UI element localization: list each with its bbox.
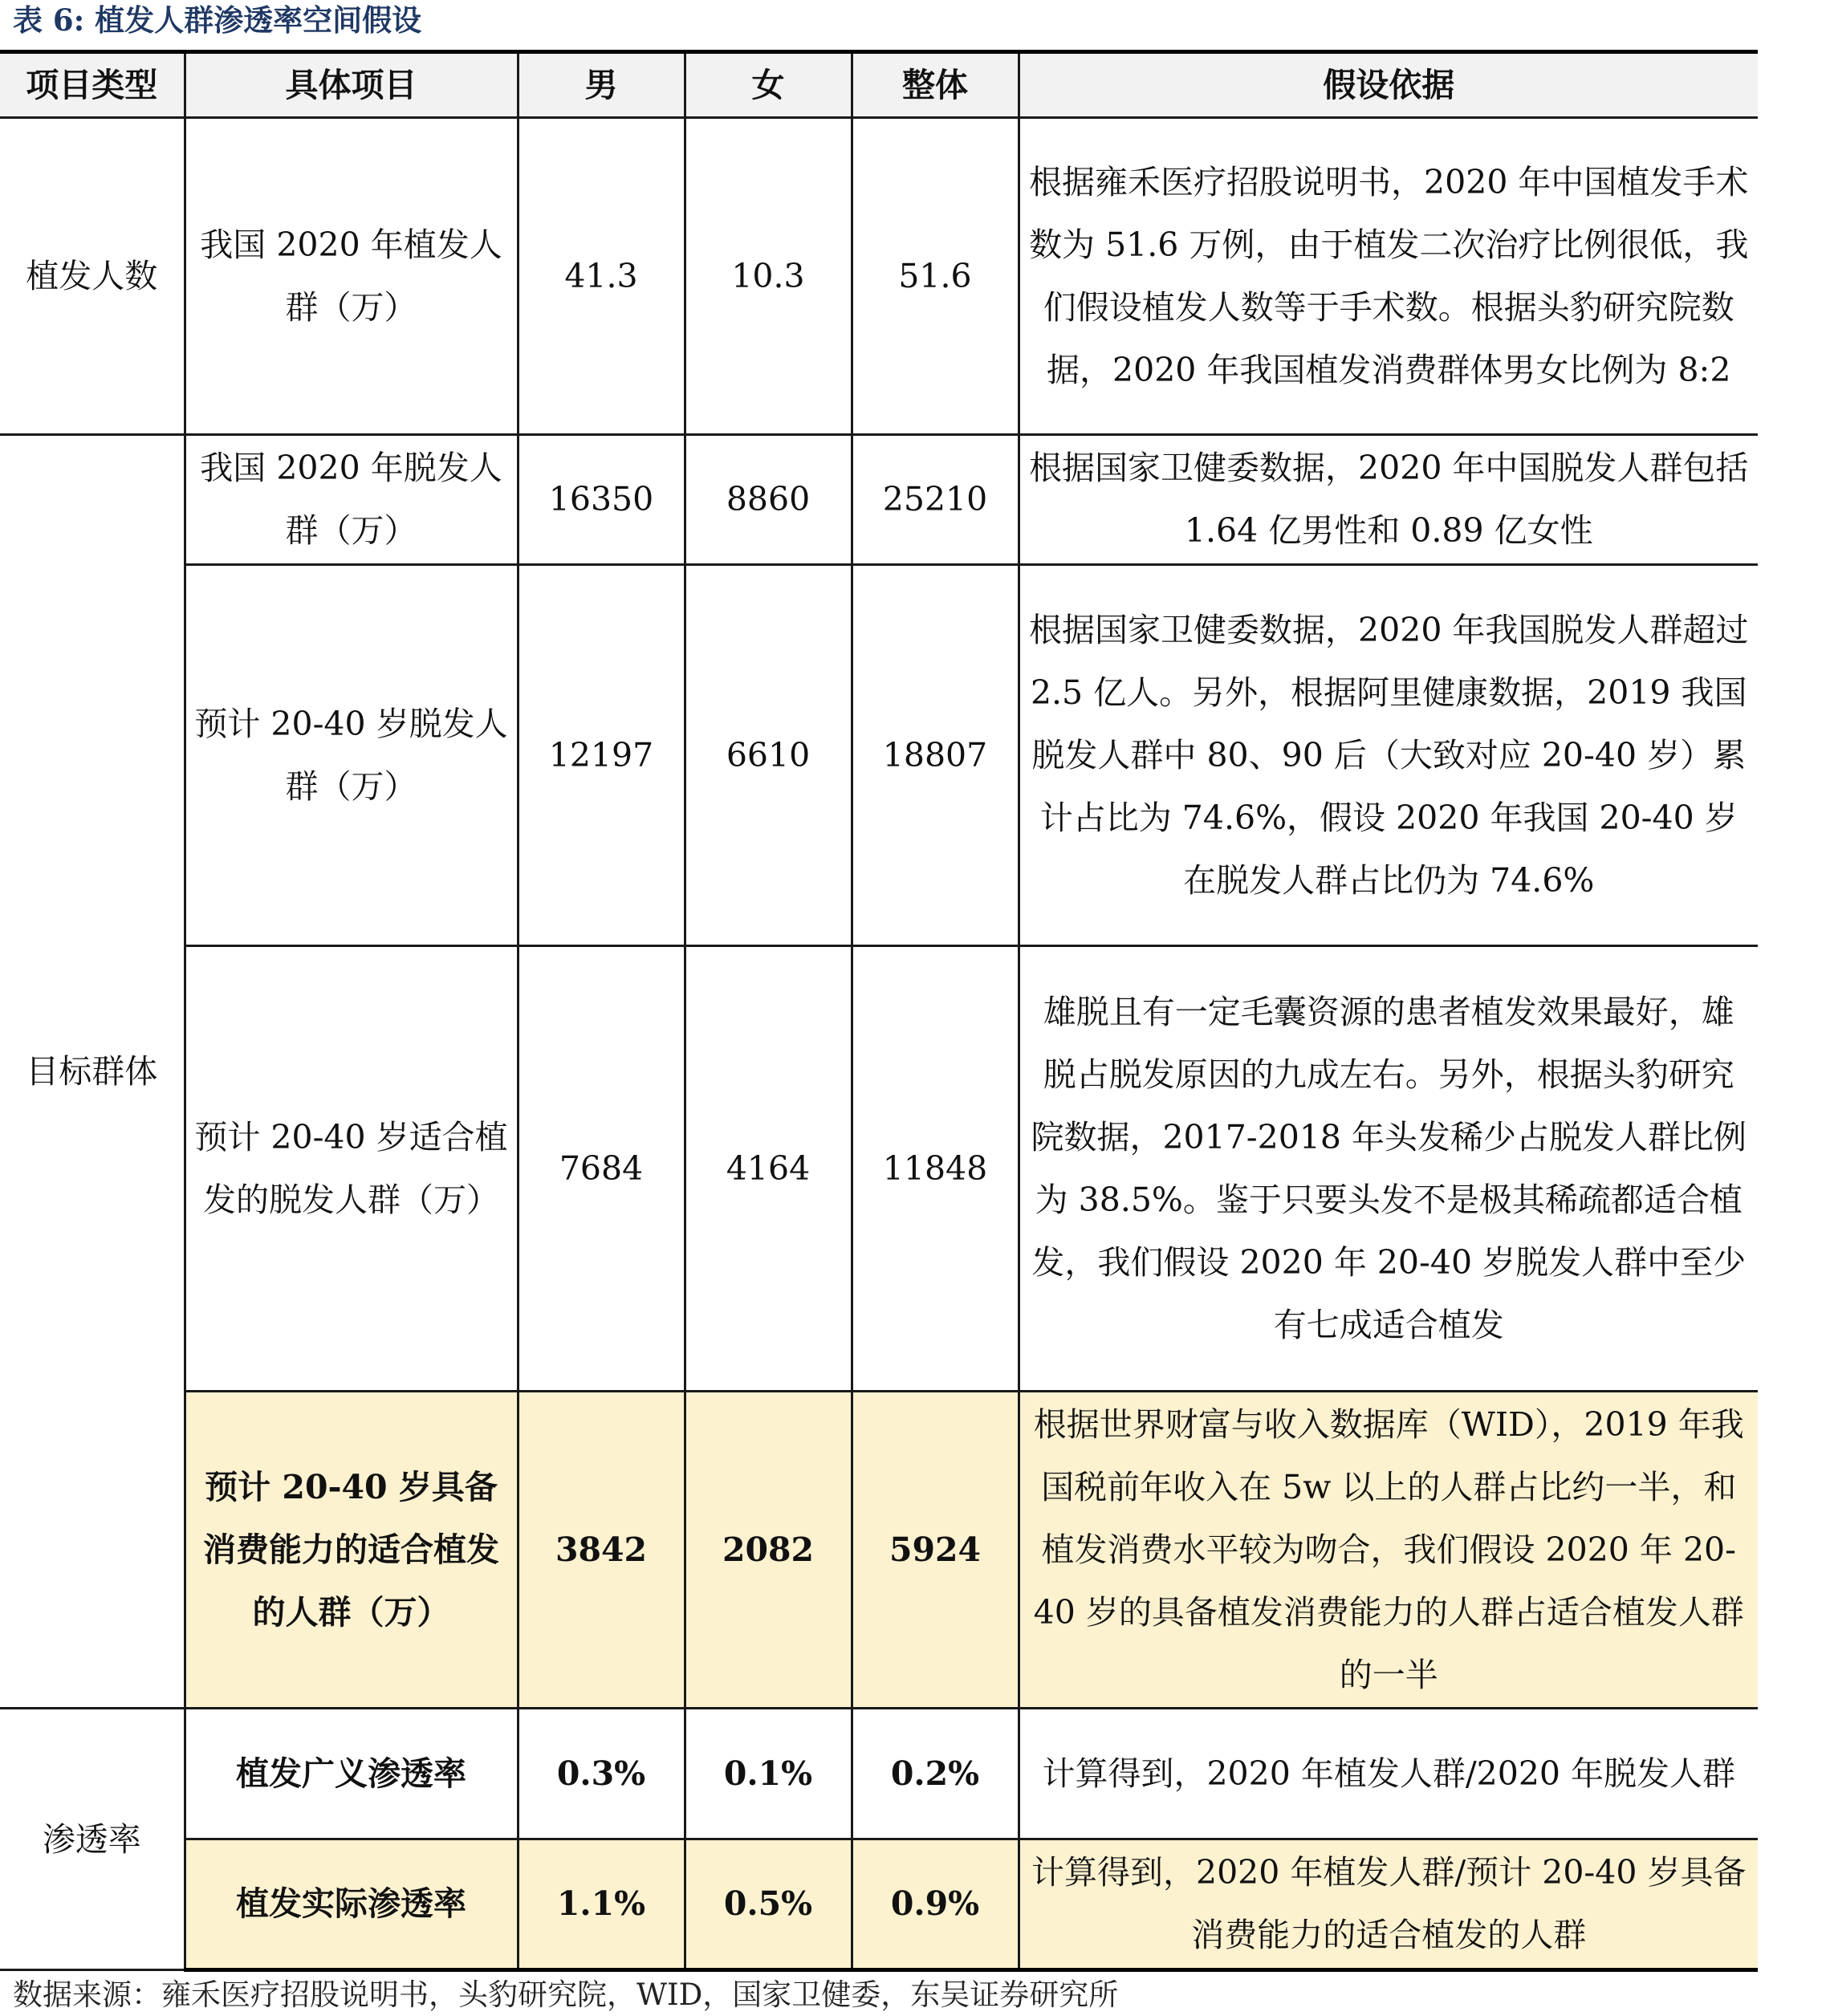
table-row [0, 565, 1758, 946]
table-row [0, 1709, 1758, 1839]
total-cell: 25210 [852, 434, 1019, 564]
total-cell: 51.6 [852, 118, 1019, 435]
item-cell: 我国 2020 年脱发人群（万） [185, 434, 518, 564]
data-source-note: 数据来源：雍禾医疗招股说明书，头豹研究院，WID，国家卫健委，东吴证券研究所 [13, 1977, 1119, 2012]
total-cell: 0.2% [852, 1709, 1019, 1839]
total-cell: 5924 [852, 1391, 1019, 1709]
item-cell: 我国 2020 年植发人群（万） [185, 118, 518, 435]
item-cell: 预计 20-40 岁脱发人群（万） [185, 565, 518, 946]
male-cell: 1.1% [518, 1839, 685, 1969]
total-cell: 11848 [852, 945, 1019, 1391]
header-item: 具体项目 [185, 52, 518, 118]
group-target-group: 目标群体 [0, 434, 185, 1709]
female-cell: 8860 [685, 434, 852, 564]
female-cell: 4164 [685, 945, 852, 1391]
header-row [0, 52, 1758, 118]
basis-cell: 计算得到，2020 年植发人群/预计 20-40 岁具备消费能力的适合植发的人群 [1019, 1839, 1758, 1969]
male-cell: 3842 [518, 1391, 685, 1709]
basis-cell: 根据雍禾医疗招股说明书，2020 年中国植发手术数为 51.6 万例，由于植发二次治疗比例很低，我们假设植发人数等于手术数。根据头豹研究院数据，2020 年我国植发消费群体男女比例为 8:2 [1019, 118, 1758, 435]
total-cell: 0.9% [852, 1839, 1019, 1969]
table-row-highlight [0, 1839, 1758, 1969]
item-cell: 植发实际渗透率 [185, 1839, 518, 1969]
female-cell: 0.5% [685, 1839, 852, 1969]
basis-cell: 根据世界财富与收入数据库（WID），2019 年我国税前年收入在 5w 以上的人群占比约一半，和植发消费水平较为吻合，我们假设 2020 年 20-40 岁的具备植发消费能力的人群占适合植发人群的一半 [1019, 1391, 1758, 1709]
female-cell: 0.1% [685, 1709, 852, 1839]
group-penetration: 渗透率 [0, 1709, 185, 1970]
male-cell: 0.3% [518, 1709, 685, 1839]
item-cell: 预计 20-40 岁适合植发的脱发人群（万） [185, 945, 518, 1391]
table-row [0, 118, 1758, 435]
basis-cell: 雄脱且有一定毛囊资源的患者植发效果最好，雄脱占脱发原因的九成左右。另外，根据头豹研究院数据，2017-2018 年头发稀少占脱发人群比例为 38.5%。鉴于只要头发不是极其稀疏都适合植发，我们假设 2020 年 20-40 岁脱发人群中至少有七成适合植发 [1019, 945, 1758, 1391]
female-cell: 6610 [685, 565, 852, 946]
table-row [0, 434, 1758, 564]
male-cell: 16350 [518, 434, 685, 564]
total-cell: 18807 [852, 565, 1019, 946]
item-cell: 植发广义渗透率 [185, 1709, 518, 1839]
header-total: 整体 [852, 52, 1019, 118]
table-row [0, 945, 1758, 1391]
table-caption: 表 6: 植发人群渗透率空间假设 [13, 2, 422, 38]
female-cell: 2082 [685, 1391, 852, 1709]
header-type: 项目类型 [0, 52, 185, 118]
female-cell: 10.3 [685, 118, 852, 435]
header-basis: 假设依据 [1019, 52, 1758, 118]
male-cell: 12197 [518, 565, 685, 946]
group-hair-transplant-count: 植发人数 [0, 118, 185, 435]
basis-cell: 根据国家卫健委数据，2020 年中国脱发人群包括 1.64 亿男性和 0.89 亿女性 [1019, 434, 1758, 564]
header-male: 男 [518, 52, 685, 118]
header-female: 女 [685, 52, 852, 118]
penetration-assumption-table [0, 50, 1758, 1972]
male-cell: 7684 [518, 945, 685, 1391]
basis-cell: 根据国家卫健委数据，2020 年我国脱发人群超过 2.5 亿人。另外，根据阿里健康数据，2019 我国脱发人群中 80、90 后（大致对应 20-40 岁）累计占比为 74.6%，假设 2020 年我国 20-40 岁在脱发人群占比仍为 74.6% [1019, 565, 1758, 946]
male-cell: 41.3 [518, 118, 685, 435]
table-row-highlight [0, 1391, 1758, 1709]
basis-cell: 计算得到，2020 年植发人群/2020 年脱发人群 [1019, 1709, 1758, 1839]
item-cell: 预计 20-40 岁具备消费能力的适合植发的人群（万） [185, 1391, 518, 1709]
